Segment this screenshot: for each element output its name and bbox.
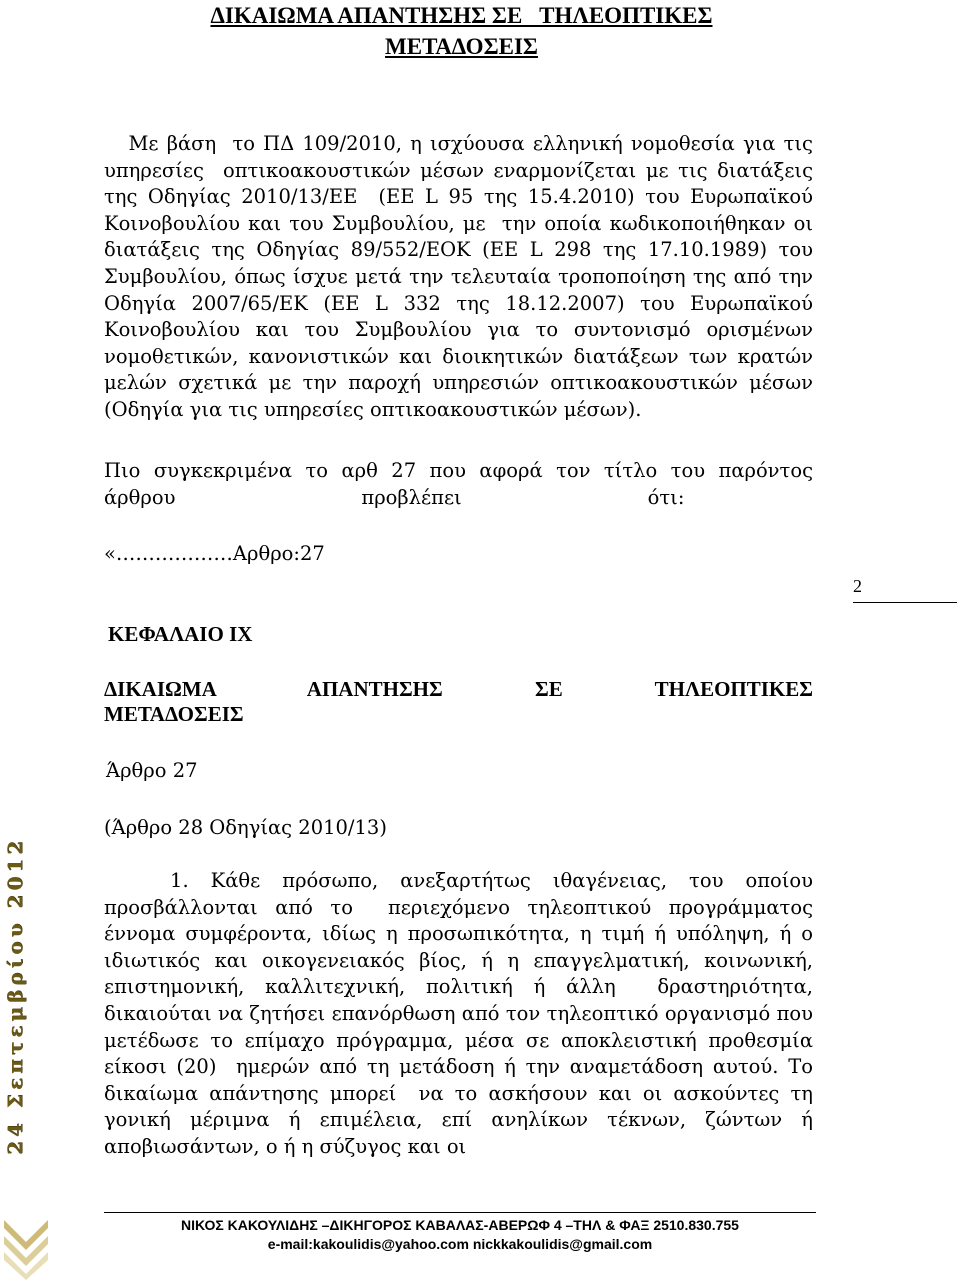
footer-emails: e-mail:kakoulidis@yahoo.com nickkakoulidis@gmail.com <box>267 1236 653 1252</box>
specific-line-2: άρθρου προβλέπει ότι: <box>104 486 685 509</box>
article-number: Άρθρο 27 <box>106 759 198 782</box>
article-title <box>104 677 813 727</box>
document-title-line1: ΔΙΚΑΙΩΜΑ ΑΠΑΝΤΗΣΗΣ ΣΕ ΤΗΛΕΟΠΤΙΚΕΣ <box>210 3 713 28</box>
specific-line-1: Πιο συγκεκριμένα το αρθ 27 που αφορά τον τίτλο του παρόντος <box>104 459 813 482</box>
document-title <box>104 0 819 62</box>
intro-paragraph: Με βάση το ΠΔ 109/2010, η ισχύουσα ελληνική νομοθεσία για τις υπηρεσίες οπτικοακουστικών μέσων εναρμονίζεται με τις διατάξεις της Οδηγίας 2010/13/ΕΕ (ΕΕ L 95 της 15.4.2010) του Ευρωπαϊκού Κοινοβουλίου και του Συμβουλίου, με την οποία κωδικοποιήθηκαν οι διατάξεις της Οδηγίας 89/552/ΕΟΚ (ΕΕ L 298 της 17.10.1989) του Συμβουλίου, όπως ίσχυε μετά την τελευταία τροποποίηση της από την Οδηγία 2007/65/ΕΚ (ΕΕ L 332 της 18.12.2007) του Ευρωπαϊκού Κοινοβουλίου και του Συμβουλίου για το συντονισμό ορισμένων νομοθετικών, κανονιστικών και διοικητικών διατάξεων των κρατών μελών σχετικά με την παροχή υπηρεσιών οπτικοακουστικών μέσων (Οδηγία για τις υπηρεσίες οπτικοακουστικών μέσων). <box>104 132 820 421</box>
page-number: 2 <box>853 576 862 596</box>
item-1-paragraph: 1. Κάθε πρόσωπο, ανεξαρτήτως ιθαγένειας, του οποίου προσβάλλονται από το περιεχόμενο τηλεοπτικού προγράμματος έννομα συμφέροντα, ιδίως η προσωπικότητα, η τιμή ή υπόληψη, ή ο ιδιωτικός και οικογενειακός βίος, ή η επαγγελματική, κοινωνική, επιστημονική, καλλιτεχνική, πολιτική ή άλλη δραστηριότητα, δικαιούται να ζητήσει επανόρθωση από τον τηλεοπτικό οργανισμό που μετέδωσε το επίμαχο πρόγραμμα, μέσα σε αποκλειστική προθεσμία είκοσι (20) ημερών από τη μετάδοση ή την αναμετάδοση αυτού. Το δικαίωμα απάντησης μπορεί να το ασκήσουν και οι ασκούντες τη γονική μέριμνα ή επιμέλεια, επί ανηλίκων τέκνων, ζώντων ή αποβιωσάντων, ο ή η σύζυγος και οι <box>104 869 820 1158</box>
footer-rule <box>104 1212 816 1213</box>
page-number-rule <box>853 602 957 603</box>
chevron-stack-icon <box>2 1210 52 1280</box>
chapter-heading: ΚΕΦΑΛΑΙΟ ΙΧ <box>108 622 253 646</box>
article-title-line1: ΔΙΚΑΙΩΜΑ ΑΠΑΝΤΗΣΗΣ ΣΕ ΤΗΛΕΟΠΤΙΚΕΣ <box>104 677 813 701</box>
article-title-line2: ΜΕΤΑΔΟΣΕΙΣ <box>104 702 244 726</box>
document-title-line2: ΜΕΤΑΔΟΣΕΙΣ <box>385 34 538 59</box>
side-date: 24 Σεπτεμβρίου 2012 <box>3 836 27 1155</box>
footer-contact: ΝΙΚΟΣ ΚΑΚΟΥΛΙΔΗΣ –ΔΙΚΗΓΟΡΟΣ ΚΑΒΑΛΑΣ-ΑΒΕΡΩΦ 4 –ΤΗΛ & ΦΑΞ 2510.830.755 <box>181 1217 739 1233</box>
quote-start: «………………Αρθρο:27 <box>104 542 325 565</box>
directive-reference: (Άρθρο 28 Οδηγίας 2010/13) <box>104 816 387 839</box>
